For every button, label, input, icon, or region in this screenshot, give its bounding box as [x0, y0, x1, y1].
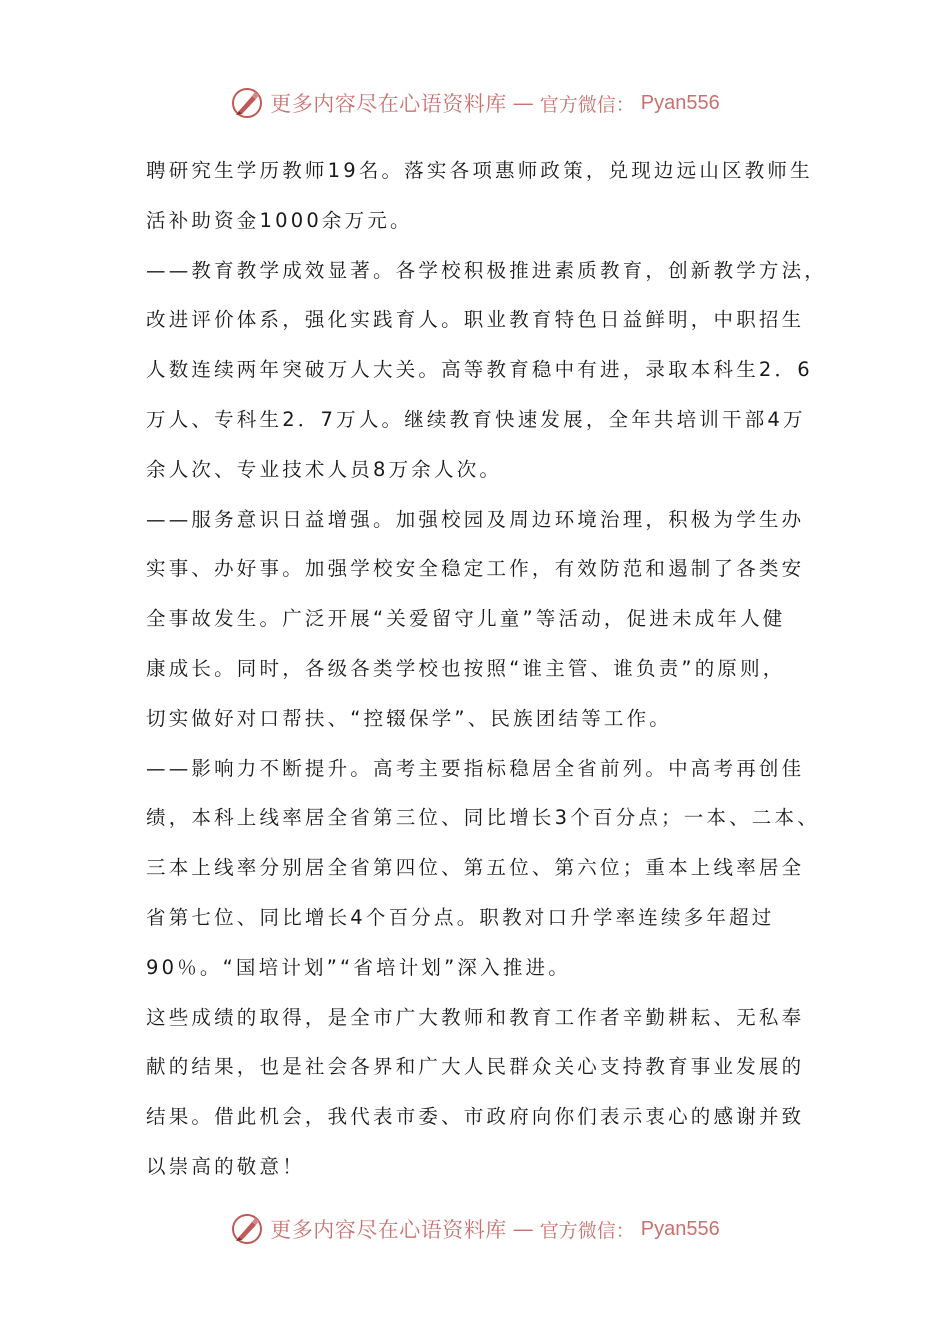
text-line: 切实做好对口帮扶、“控辍保学”、民族团结等工作。 — [146, 706, 673, 730]
text-line: 康成长。同时，各级各类学校也按照“谁主管、谁负责”的原则， — [146, 656, 786, 680]
text-line: ——教育教学成效显著。各学校积极推进素质教育，创新教学方法， — [146, 258, 828, 282]
text-line: 结果。借此机会，我代表市委、市政府向你们表示衷心的感谢并致 — [146, 1105, 805, 1129]
text-line: 万人、专科生2．7万人。继续教育快速发展，全年共培训干部4万 — [146, 407, 806, 431]
watermark-wechat-label: 官方微信： — [539, 93, 635, 116]
pen-logo-icon — [230, 1212, 264, 1246]
pen-logo-icon — [230, 86, 264, 120]
text-line: 省第七位、同比增长4个百分点。职教对口升学率连续多年超过 — [146, 905, 775, 929]
text-line: 全事故发生。广泛开展“关爱留守儿童”等活动，促进未成年人健 — [146, 607, 786, 631]
watermark-dash: — — [512, 1217, 534, 1241]
text-line: 活补助资金1000余万元。 — [146, 208, 413, 232]
text-line: 三本上线率分别居全省第四位、第五位、第六位；重本上线率居全 — [146, 856, 805, 880]
text-line: 献的结果，也是社会各界和广大人民群众关心支持教育事业发展的 — [146, 1055, 805, 1079]
text-line: 实事、办好事。加强学校安全稳定工作，有效防范和遏制了各类安 — [146, 557, 805, 581]
header-watermark — [0, 83, 950, 123]
watermark-wechat-id: Pyan556 — [640, 91, 720, 114]
text-line: 余人次、专业技术人员8万余人次。 — [146, 457, 503, 481]
watermark-wechat-id: Pyan556 — [640, 1217, 720, 1240]
footer-watermark — [0, 1209, 950, 1249]
watermark-dash: — — [512, 91, 534, 115]
text-line: 绩，本科上线率居全省第三位、同比增长3个百分点；一本、二本、 — [146, 806, 820, 830]
text-line: 以崇高的敬意！ — [146, 1154, 305, 1178]
text-line: ——影响力不断提升。高考主要指标稳居全省前列。中高考再创佳 — [146, 756, 805, 780]
watermark-wechat-label: 官方微信： — [539, 1219, 635, 1242]
text-line: 聘研究生学历教师19名。落实各项惠师政策，兑现边远山区教师生 — [146, 159, 813, 182]
document-body — [146, 146, 836, 1192]
text-line: 90％。“国培计划”“省培计划”深入推进。 — [146, 955, 571, 979]
text-line: 这些成绩的取得，是全市广大教师和教育工作者辛勤耕耘、无私奉 — [146, 1005, 805, 1029]
text-line: 人数连续两年突破万人大关。高等教育稳中有进，录取本科生2．6 — [146, 358, 813, 382]
watermark-brand-text: 更多内容尽在心语资料库 — [270, 1218, 507, 1242]
watermark-brand-text: 更多内容尽在心语资料库 — [270, 92, 507, 116]
text-line: 改进评价体系，强化实践育人。职业教育特色日益鲜明，中职招生 — [146, 308, 805, 332]
text-line: ——服务意识日益增强。加强校园及周边环境治理，积极为学生办 — [146, 507, 805, 531]
